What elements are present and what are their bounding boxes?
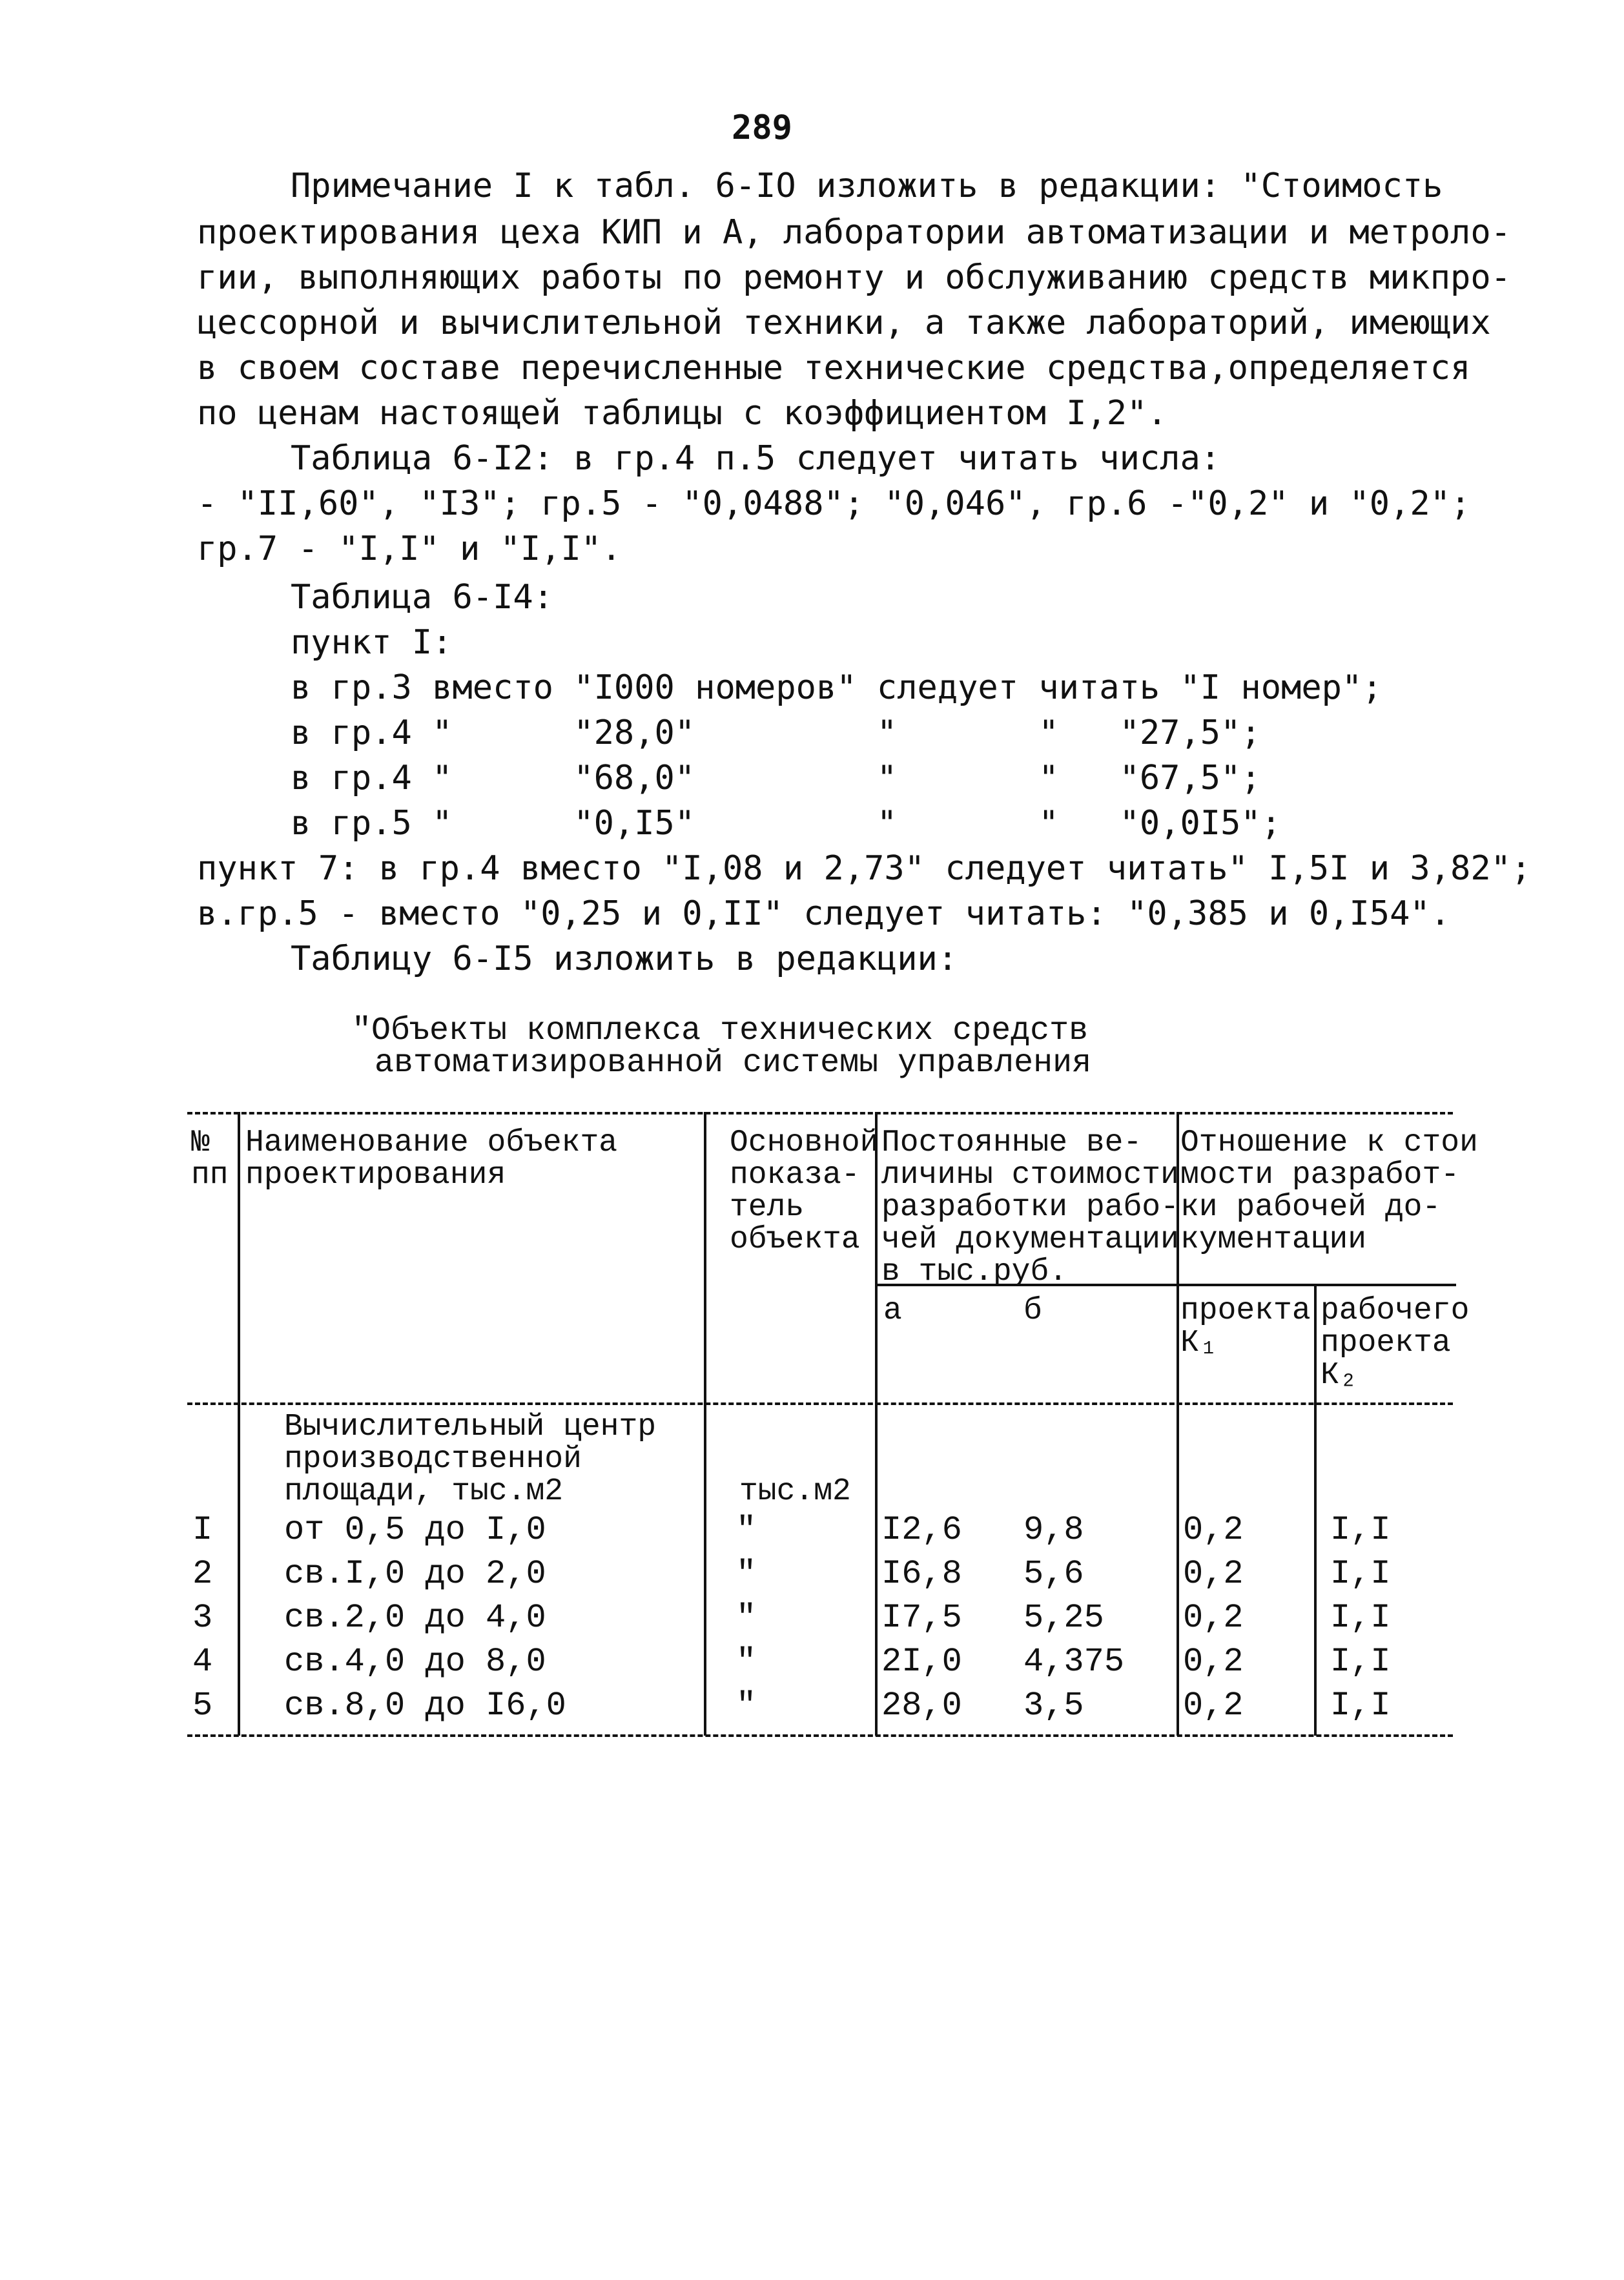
row-a: 28,0 <box>881 1687 962 1725</box>
row-k2: I,I <box>1330 1643 1391 1681</box>
group-label: Вычислительный центр производственной площади, тыс.м2 <box>284 1410 657 1509</box>
row-number: 4 <box>192 1643 213 1681</box>
row-number: 5 <box>192 1687 213 1725</box>
table-title-line: "Объекты комплекса технических средств <box>352 1012 1089 1049</box>
row-number: 3 <box>192 1599 213 1637</box>
text-line: в своем составе перечисленные технические средства,определяется <box>197 349 1471 387</box>
text-line: в гр.3 вместо "I000 номеров" следует читать "I номер"; <box>291 668 1382 707</box>
header-b: б <box>1023 1293 1042 1328</box>
header-k1: проекта К₁ <box>1180 1293 1311 1361</box>
header-indicator: Основной показа- тель объекта <box>730 1125 879 1257</box>
row-k2: I,I <box>1330 1555 1391 1593</box>
text-line: гии, выполняющих работы по ремонту и обслуживанию средств микпро- <box>197 258 1511 297</box>
text-line: пункт 7: в гр.4 вместо "I,08 и 2,73" следует читать" I,5I и 3,82"; <box>197 849 1532 888</box>
table-top-rule <box>187 1112 1453 1114</box>
header-constants: Постоянные ве- личины стоимости разработки рабо- чей документации в тыс.руб. <box>881 1125 1179 1289</box>
row-name: св.8,0 до I6,0 <box>284 1687 566 1725</box>
row-unit: " <box>736 1555 757 1593</box>
header-no: № пп <box>191 1125 229 1193</box>
table-header-rule <box>187 1402 1453 1405</box>
row-unit: " <box>736 1511 757 1549</box>
text-line: в гр.5 " "0,I5" " " "0,0I5"; <box>291 804 1282 843</box>
table-title-line: автоматизированной системы управления <box>375 1045 1092 1082</box>
row-a: 2I,0 <box>881 1643 962 1681</box>
row-k1: 0,2 <box>1183 1599 1244 1637</box>
row-name: св.4,0 до 8,0 <box>284 1643 546 1681</box>
row-name: св.I,0 до 2,0 <box>284 1555 546 1593</box>
group-unit: тыс.м2 <box>739 1474 851 1509</box>
row-k1: 0,2 <box>1183 1687 1244 1725</box>
text-line: по ценам настоящей таблицы с коэффициентом I,2". <box>197 394 1167 433</box>
row-k2: I,I <box>1330 1599 1391 1637</box>
text-line: Таблица 6-I2: в гр.4 п.5 следует читать числа: <box>291 439 1221 478</box>
text-line: проектирования цеха КИП и А, лаборатории автоматизации и метроло- <box>197 213 1511 252</box>
row-unit: " <box>736 1643 757 1681</box>
row-k2: I,I <box>1330 1511 1391 1549</box>
text-line: в гр.4 " "68,0" " " "67,5"; <box>291 759 1261 797</box>
row-unit: " <box>736 1599 757 1637</box>
header-a: а <box>883 1293 902 1328</box>
row-number: 2 <box>192 1555 213 1593</box>
row-b: 5,25 <box>1023 1599 1104 1637</box>
table-column-divider <box>1314 1284 1317 1736</box>
text-line: цессорной и вычислительной техники, а также лабораторий, имеющих <box>197 303 1491 342</box>
text-line: Таблицу 6-I5 изложить в редакции: <box>291 940 958 978</box>
row-a: I6,8 <box>881 1555 962 1593</box>
row-k1: 0,2 <box>1183 1643 1244 1681</box>
text-line: Примечание I к табл. 6-IO изложить в редакции: "Стоимость <box>291 167 1443 205</box>
row-name: от 0,5 до I,0 <box>284 1511 546 1549</box>
text-line: в.гр.5 - вместо "0,25 и 0,II" следует читать: "0,385 и 0,I54". <box>197 894 1451 933</box>
text-line: - "II,60", "I3"; гр.5 - "0,0488"; "0,046", гр.6 -"0,2" и "0,2"; <box>197 484 1471 523</box>
header-ratio: Отношение к стои мости разработ- ки рабочей до- кументации <box>1180 1125 1478 1257</box>
text-line: Таблица 6-I4: <box>291 578 553 617</box>
page-number: 289 <box>732 108 792 147</box>
text-line: в гр.4 " "28,0" " " "27,5"; <box>291 714 1261 752</box>
row-unit: " <box>736 1687 757 1725</box>
row-b: 9,8 <box>1023 1511 1084 1549</box>
row-b: 3,5 <box>1023 1687 1084 1725</box>
row-a: I7,5 <box>881 1599 962 1637</box>
table-column-divider <box>238 1112 240 1736</box>
text-line: пункт I: <box>291 623 453 662</box>
row-b: 5,6 <box>1023 1555 1084 1593</box>
row-a: I2,6 <box>881 1511 962 1549</box>
text-line: гр.7 - "I,I" и "I,I". <box>197 529 622 568</box>
row-k1: 0,2 <box>1183 1555 1244 1593</box>
row-k1: 0,2 <box>1183 1511 1244 1549</box>
row-k2: I,I <box>1330 1687 1391 1725</box>
header-name: Наименование объекта проектирования <box>245 1125 618 1193</box>
table-bottom-rule <box>187 1734 1453 1737</box>
row-number: I <box>192 1511 213 1549</box>
row-name: св.2,0 до 4,0 <box>284 1599 546 1637</box>
table-column-divider <box>704 1112 706 1736</box>
header-k2: рабочего проекта К₂ <box>1321 1293 1470 1393</box>
row-b: 4,375 <box>1023 1643 1125 1681</box>
